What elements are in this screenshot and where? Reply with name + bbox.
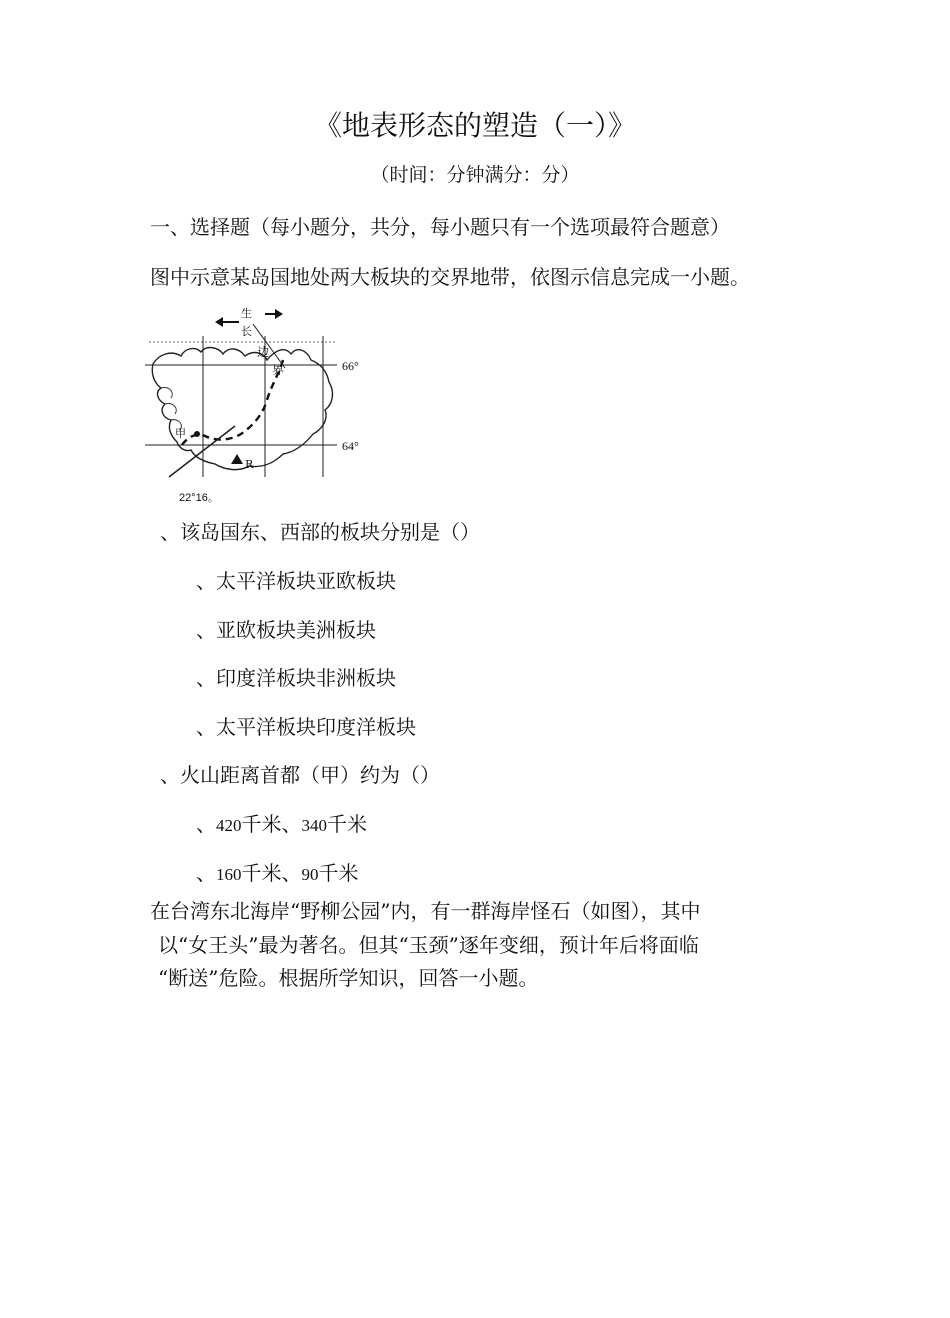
- q2-option-a-unit1: 千米、: [241, 812, 302, 836]
- map-label-lat66: 66°: [342, 359, 359, 373]
- map-label-r: R: [245, 458, 254, 471]
- q2-option-b-unit2: 千米: [318, 861, 359, 885]
- q2-option-a: [196, 808, 367, 837]
- q2-option-b-prefix: 、: [196, 861, 216, 885]
- q2-option-a-value1: 420: [216, 816, 242, 835]
- q2-option-b-unit1: 千米、: [241, 861, 302, 885]
- island-outline: [152, 348, 332, 470]
- passage-line-2: 以“女王头”最为著名。但其“玉颈”逐年变细，预计年后将面临: [158, 933, 699, 957]
- map-lon-caption: 22°16。: [179, 492, 219, 504]
- passage-line-3: “断送”危险。根据所学知识，回答一小题。: [158, 966, 539, 990]
- map-label-sheng: 生: [241, 307, 252, 320]
- map-label-jia: 甲: [175, 427, 186, 440]
- q2-option-b: [196, 857, 359, 886]
- q1-option-b: 、亚欧板块美洲板块: [196, 618, 376, 642]
- right-arrow-icon: [275, 309, 283, 319]
- map-figure: [145, 302, 375, 482]
- q1-option-c: 、印度洋板块非洲板块: [196, 666, 396, 690]
- page-title: 《地表形态的塑造（一）》: [313, 109, 636, 142]
- q2-option-a-prefix: 、: [196, 812, 216, 836]
- volcano-triangle: [231, 454, 243, 464]
- map-label-lat64: 64°: [342, 439, 359, 453]
- question-intro: 图中示意某岛国地处两大板块的交界地带，依图示信息完成一小题。: [150, 265, 750, 289]
- passage-line-1: 在台湾东北海岸“野柳公园”内，有一群海岸怪石（如图），其中: [150, 899, 701, 923]
- q2-option-a-unit2: 千米: [327, 812, 367, 836]
- q2-option-b-value2: 90: [301, 865, 319, 884]
- page-subtitle: （时间：分钟满分：分）: [370, 164, 580, 186]
- q1-option-a: 、太平洋板块亚欧板块: [196, 569, 396, 593]
- iceland-plate-map: [145, 302, 375, 486]
- fjord-details: [161, 388, 181, 430]
- section-heading: 一、选择题（每小题分，共分，每小题只有一个选项最符合题意）: [150, 215, 730, 239]
- q1-option-d: 、太平洋板块印度洋板块: [196, 715, 416, 739]
- map-label-bian: 边: [257, 345, 270, 359]
- question-2-stem: 、火山距离首都（甲）约为（）: [160, 763, 440, 787]
- left-arrow-icon: [215, 317, 223, 327]
- q2-option-b-value1: 160: [216, 865, 242, 884]
- map-label-zhang: 长: [241, 325, 252, 338]
- q2-option-a-value2: 340: [301, 816, 327, 835]
- capital-dot: [194, 431, 200, 437]
- map-label-jie: 界: [272, 363, 285, 377]
- question-1-stem: 、该岛国东、西部的板块分别是（）: [160, 520, 480, 544]
